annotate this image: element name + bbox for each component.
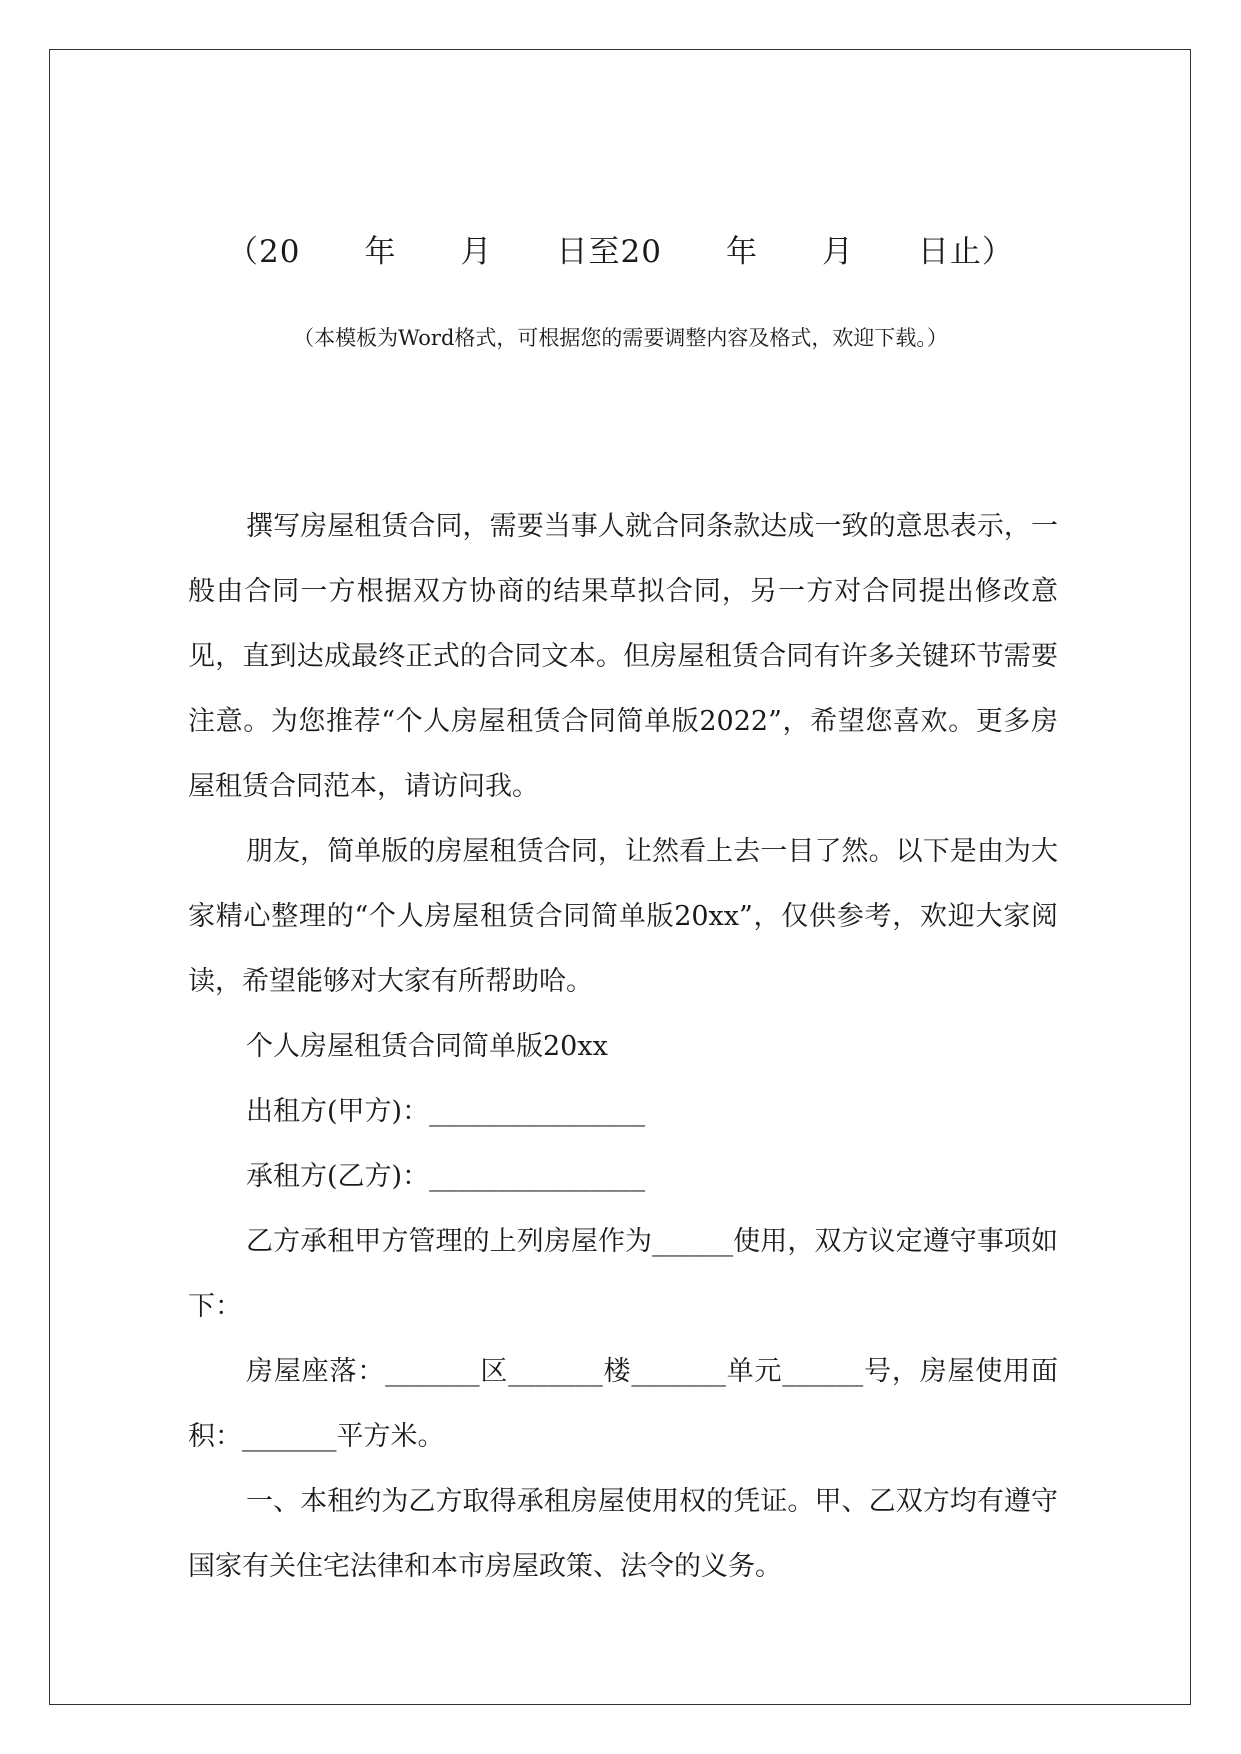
usage-paragraph: 乙方承租甲方管理的上列房屋作为______使用，双方议定遵守事项如下： bbox=[188, 1226, 1058, 1322]
preface-paragraph: 朋友，简单版的房屋租赁合同，让然看上去一目了然。以下是由为大家精心整理的“个人房屋租赁合同简单版20xx”，仅供参考，欢迎大家阅读，希望能够对大家有所帮助哈。 bbox=[188, 836, 1058, 997]
contract-period-line: （20 年 月 日至20 年 月 日止） bbox=[227, 234, 1014, 270]
lessee-line: 承租方(乙方)：________________ bbox=[246, 1161, 646, 1192]
lessor-line: 出租方(甲方)：________________ bbox=[246, 1096, 646, 1127]
contract-body bbox=[188, 494, 1058, 1599]
property-location-paragraph: 房屋座落：_______区_______楼_______单元______号，房屋使用面积：_______平方米。 bbox=[188, 1356, 1058, 1452]
clause-one-paragraph: 一、本租约为乙方取得承租房屋使用权的凭证。甲、乙双方均有遵守国家有关住宅法律和本市房屋政策、法令的义务。 bbox=[188, 1486, 1058, 1582]
contract-title: 个人房屋租赁合同简单版20xx bbox=[246, 1031, 608, 1062]
template-note: （本模板为Word格式，可根据您的需要调整内容及格式，欢迎下载。） bbox=[293, 326, 948, 350]
intro-paragraph: 撰写房屋租赁合同，需要当事人就合同条款达成一致的意思表示，一般由合同一方根据双方协商的结果草拟合同，另一方对合同提出修改意见，直到达成最终正式的合同文本。但房屋租赁合同有许多关键环节需要注意。为您推荐“个人房屋租赁合同简单版2022”，希望您喜欢。更多房屋租赁合同范本，请访问我。 bbox=[188, 511, 1058, 802]
